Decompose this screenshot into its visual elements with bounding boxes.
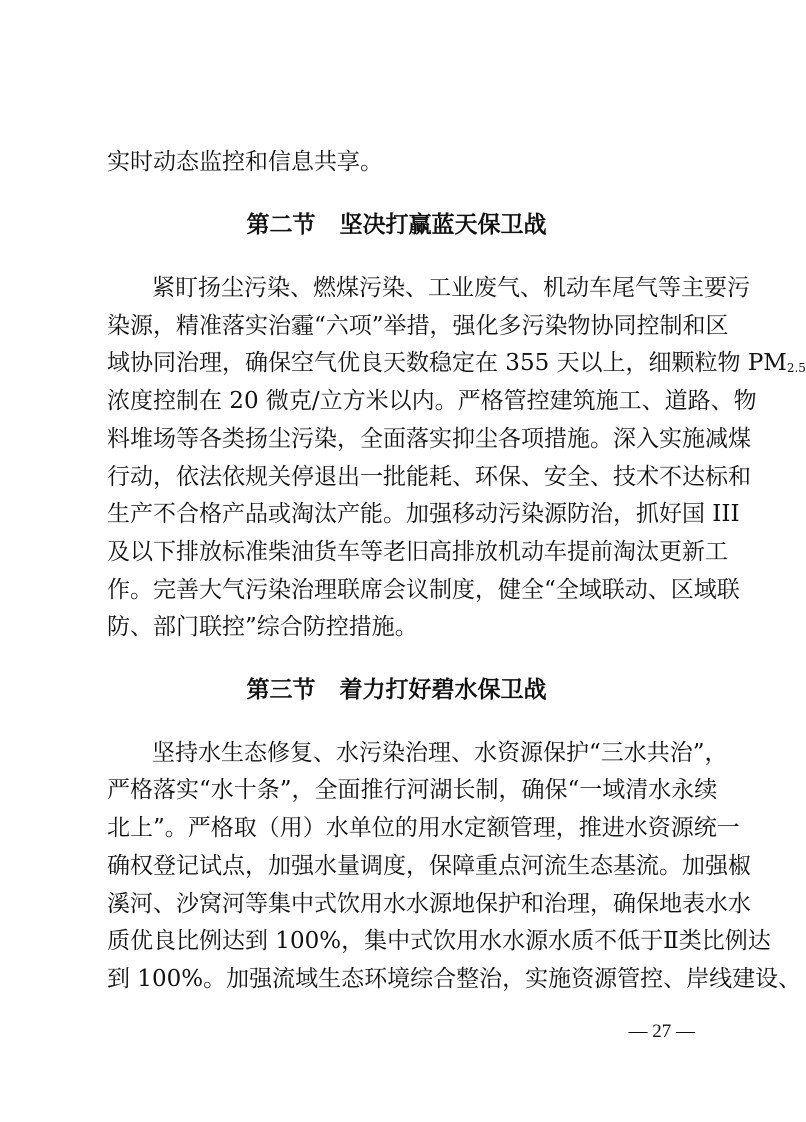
paragraph-line: 严格落实“水十条”，全面推行河湖长制，确保“一域清水永续 xyxy=(107,777,718,803)
paragraph-line: 作。完善大气污染治理联席会议制度，健全“全域联动、区域联 xyxy=(107,577,740,603)
paragraph-line: 生产不合格产品或淘汰产能。加强移动污染源防治，抓好国 III xyxy=(107,501,740,527)
paragraph-line: 坚持水生态修复、水污染治理、水资源保护“三水共治”， xyxy=(152,740,728,766)
paragraph-line: 染源，精准落实治霾“六项”举措，强化多污染物协同控制和区 xyxy=(107,313,729,339)
paragraph-line: 防、部门联控”综合防控措施。 xyxy=(107,614,418,640)
paragraph-line: 及以下排放标准柴油货车等老旧高排放机动车提前淘汰更新工 xyxy=(107,539,728,565)
paragraph-line: 浓度控制在 20 微克/立方米以内。严格管控建筑施工、道路、物 xyxy=(107,388,757,414)
pm-text: 域协同治理，确保空气优良天数稳定在 355 天以上，细颗粒物 PM xyxy=(107,350,787,376)
paragraph-line: 实时动态监控和信息共享。 xyxy=(107,149,383,175)
paragraph-line: 紧盯扬尘污染、燃煤污染、工业废气、机动车尾气等主要污 xyxy=(152,275,750,301)
section-heading-3: 第三节 着力打好碧水保卫战 xyxy=(246,677,547,703)
page-number: — 27 — xyxy=(628,1021,695,1042)
pm-subscript: 2.5 xyxy=(786,361,806,375)
paragraph-line: 行动，依法依规关停退出一批能耗、环保、安全、技术不达标和 xyxy=(107,464,751,490)
section-heading-2: 第二节 坚决打赢蓝天保卫战 xyxy=(246,212,547,238)
paragraph-line: 料堆场等各类扬尘污染，全面落实抑尘各项措施。深入实施减煤 xyxy=(107,426,751,452)
paragraph-line: 溪河、沙窝河等集中式饮用水水源地保护和治理，确保地表水水 xyxy=(107,891,751,917)
paragraph-line: 质优良比例达到 100%，集中式饮用水水源水质不低于Ⅱ类比例达 xyxy=(107,928,771,954)
paragraph-line: 到 100%。加强流域生态环境综合整治，实施资源管控、岸线建设、 xyxy=(107,966,802,992)
paragraph-line: 确权登记试点，加强水量调度，保障重点河流生态基流。加强椒 xyxy=(107,853,751,879)
paragraph-line xyxy=(107,348,806,378)
paragraph-line: 北上”。严格取（用）水单位的用水定额管理，推进水资源统一 xyxy=(107,815,740,841)
